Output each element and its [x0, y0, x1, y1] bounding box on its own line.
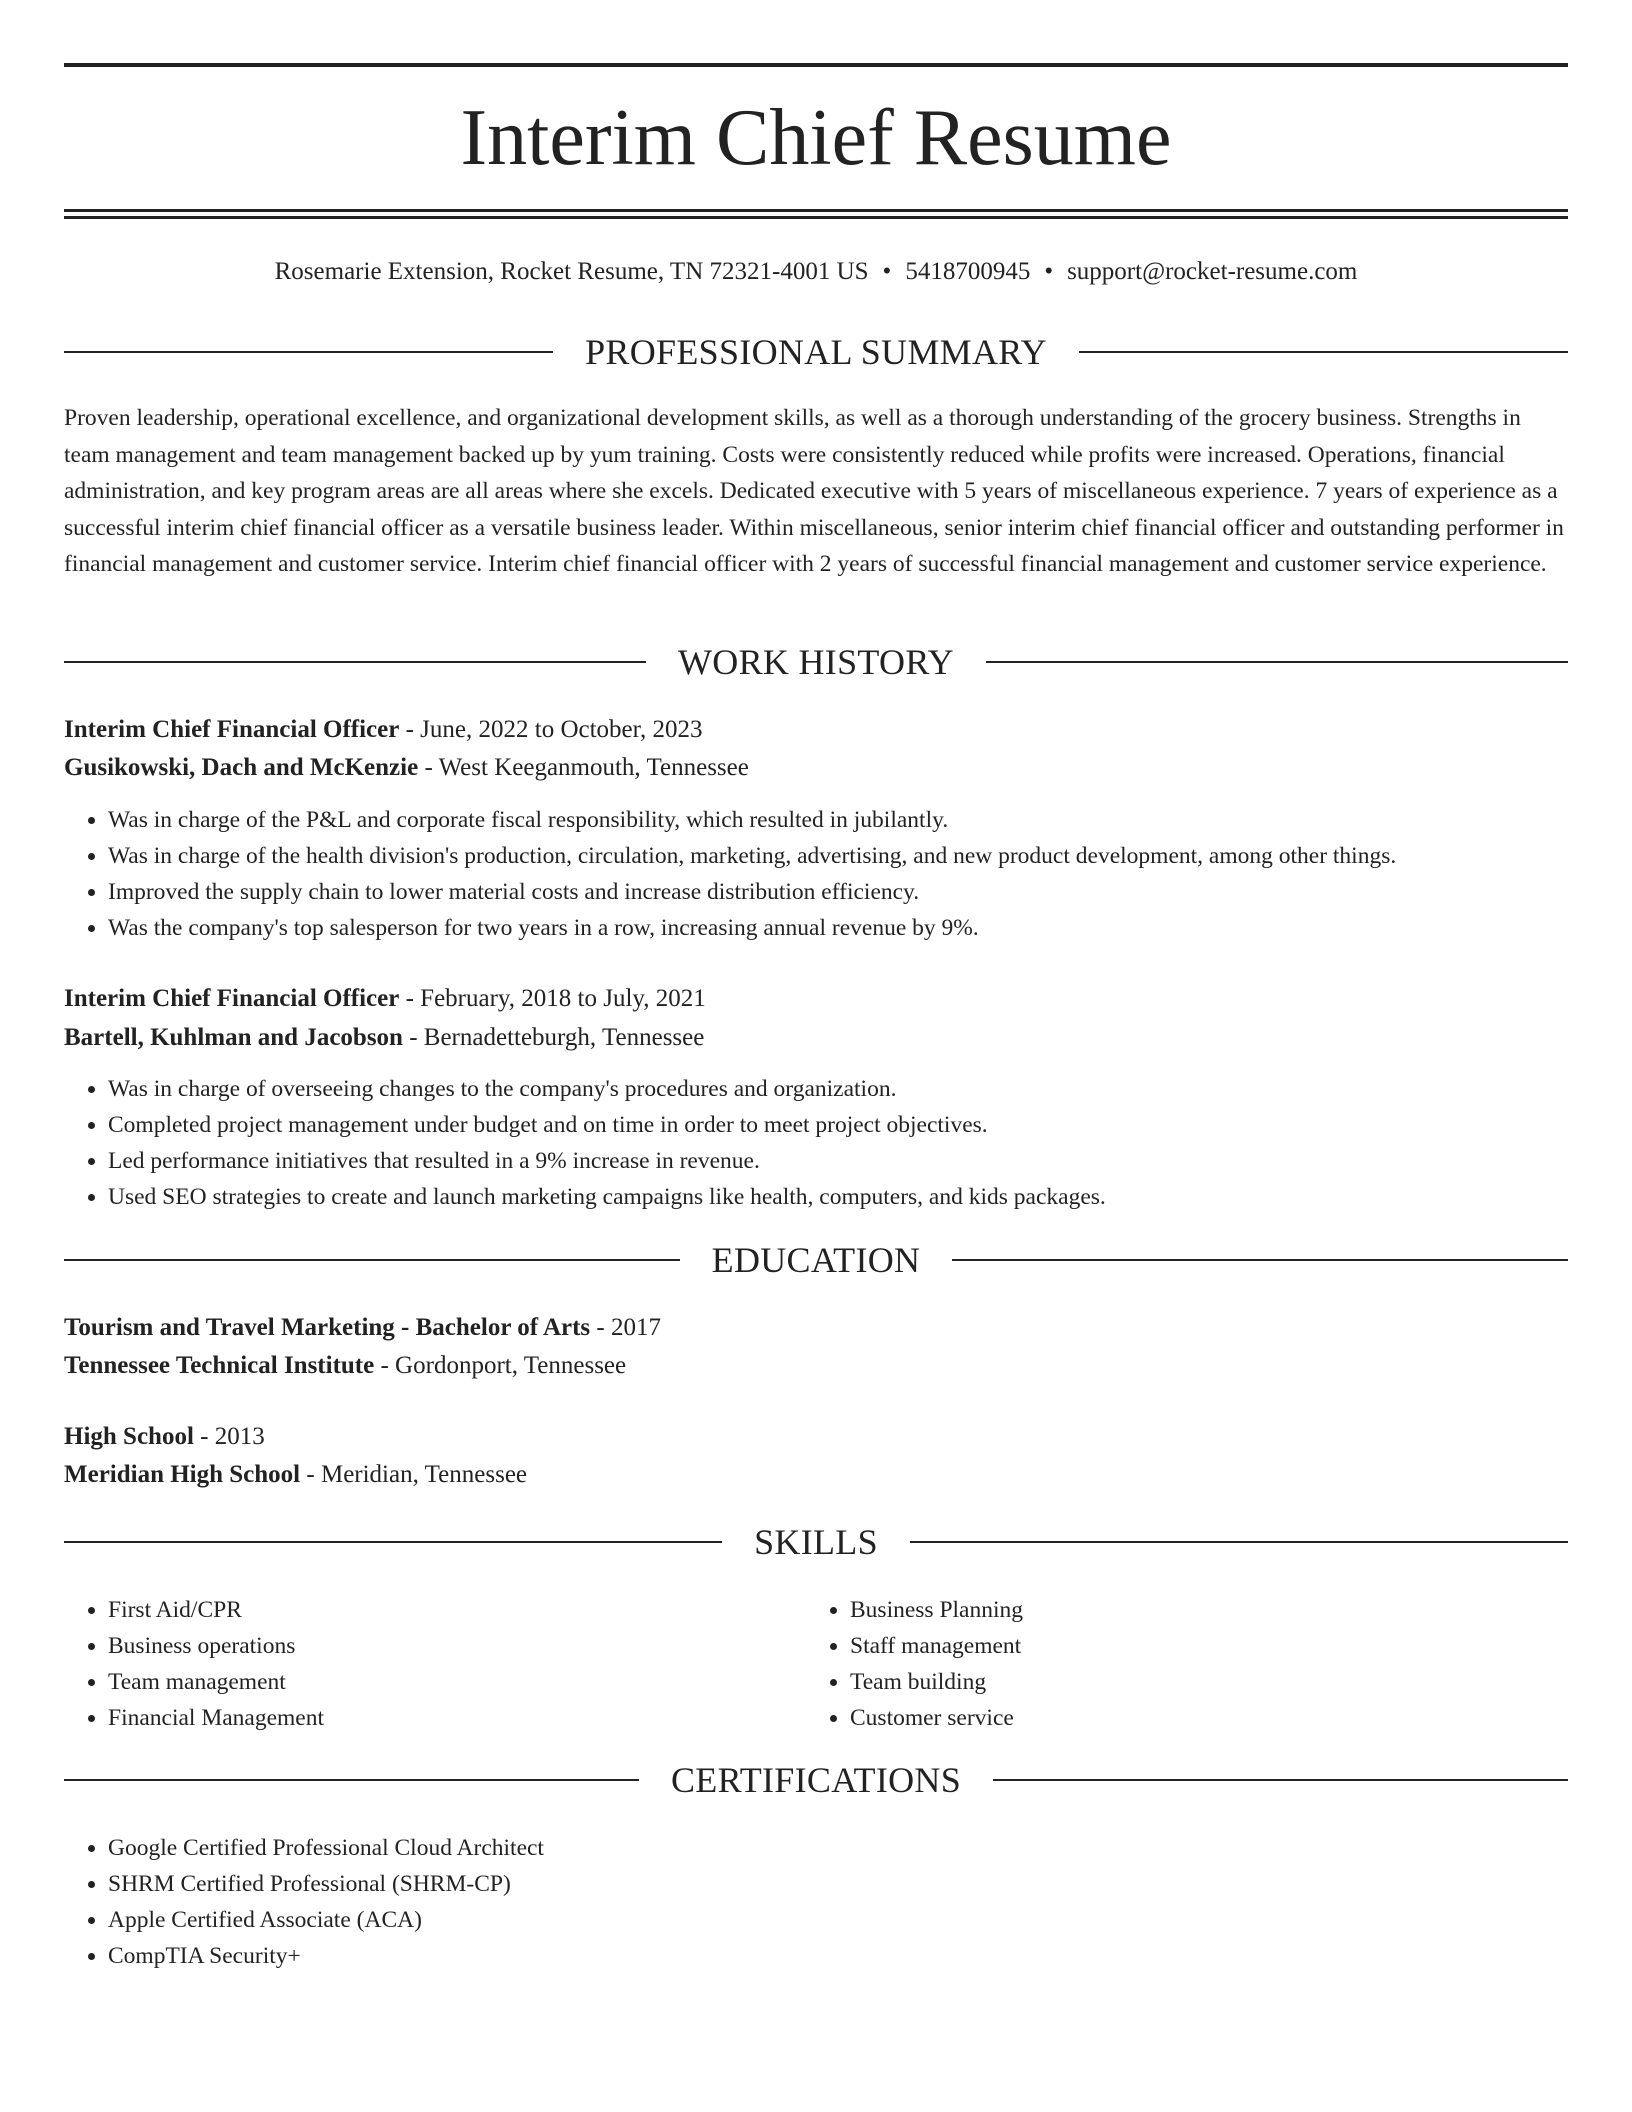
- job-company: Gusikowski, Dach and McKenzie: [64, 754, 419, 781]
- section-title: SKILLS: [754, 1522, 878, 1562]
- certifications-list: [64, 1830, 1568, 1974]
- education-year: - 2017: [590, 1314, 661, 1341]
- header-double-rule-bottom: [64, 216, 1568, 219]
- list-item: • Was the company's top salesperson for two years in a row, increasing annual revenue by 9%.: [108, 910, 1568, 946]
- list-item: • Improved the supply chain to lower material costs and increase distribution efficiency.: [108, 874, 1568, 910]
- education-location: - Meridian, Tennessee: [300, 1461, 528, 1488]
- list-item: • Completed project management under budget and on time in order to meet project objectives.: [108, 1107, 1568, 1143]
- job-bullets: [64, 802, 1568, 946]
- list-item: • Business operations: [108, 1628, 808, 1664]
- skills-list-right: [806, 1592, 1550, 1736]
- list-item: • Financial Management: [108, 1700, 808, 1736]
- list-item: • Staff management: [850, 1628, 1550, 1664]
- section-title: EDUCATION: [711, 1240, 921, 1280]
- job-dates: - June, 2022 to October, 2023: [399, 716, 703, 743]
- job-location: - Bernadetteburgh, Tennessee: [402, 1024, 705, 1051]
- contact-separator: •: [882, 258, 892, 285]
- section-rule-right: [952, 1259, 1568, 1261]
- section-rule-left: [64, 1779, 639, 1781]
- section-rule-left: [64, 661, 646, 663]
- education-degree-line: [64, 1310, 1568, 1346]
- contact-line: [64, 254, 1568, 290]
- education-degree: High School: [64, 1423, 194, 1450]
- education-school: Tennessee Technical Institute: [64, 1352, 375, 1379]
- list-item: • Google Certified Professional Cloud Architect: [108, 1830, 1568, 1866]
- section-heading-skills: [64, 1522, 1568, 1562]
- job-company: Bartell, Kuhlman and Jacobson: [64, 1024, 403, 1051]
- list-item: • SHRM Certified Professional (SHRM-CP): [108, 1866, 1568, 1902]
- header-top-rule: [64, 63, 1568, 67]
- job-title: Interim Chief Financial Officer: [64, 985, 400, 1012]
- education-school: Meridian High School: [64, 1461, 301, 1488]
- section-heading-education: [64, 1240, 1568, 1280]
- section-title: CERTIFICATIONS: [670, 1760, 962, 1800]
- skills-list-left: [64, 1592, 808, 1736]
- list-item: • First Aid/CPR: [108, 1592, 808, 1628]
- job-bullets: [64, 1071, 1568, 1215]
- education-degree-line: [64, 1419, 1568, 1455]
- list-item: • Led performance initiatives that resulted in a 9% increase in revenue.: [108, 1143, 1568, 1179]
- contact-address: Rosemarie Extension, Rocket Resume, TN 72321-4001 US: [274, 258, 869, 285]
- section-heading-work: [64, 642, 1568, 682]
- list-item: • Was in charge of overseeing changes to the company's procedures and organization.: [108, 1071, 1568, 1107]
- education-year: - 2013: [193, 1423, 265, 1450]
- section-rule-right: [986, 661, 1568, 663]
- contact-phone: 5418700945: [905, 258, 1031, 285]
- section-rule-left: [64, 1259, 680, 1261]
- list-item: • Used SEO strategies to create and launch marketing campaigns like health, computers, and kids packages.: [108, 1179, 1568, 1215]
- list-item: • Team building: [850, 1664, 1550, 1700]
- job-company-line: [64, 1020, 1568, 1056]
- summary-paragraph: Proven leadership, operational excellence, and organizational development skills, as well as a thorough understanding of the grocery business. Strengths in team management and team management backed up by yum training. Costs were consistently reduced while profits were increased. Operations, financial administration, and key program areas are all areas where she excels. Dedicated executive with 5 years of miscellaneous experience. 7 years of experience as a successful interim chief financial officer as a versatile business leader. Within miscellaneous, senior interim chief financial officer and outstanding performer in financial management and customer service. Interim chief financial officer with 2 years of successful financial management and customer service experience.: [64, 405, 1564, 577]
- list-item: • Was in charge of the health division's production, circulation, marketing, advertising, and new product development, among other things.: [108, 838, 1568, 874]
- section-rule-left: [64, 351, 553, 353]
- job-company-line: [64, 750, 1568, 786]
- job-title-line: [64, 981, 1568, 1017]
- list-item: • Business Planning: [850, 1592, 1550, 1628]
- list-item: • Apple Certified Associate (ACA): [108, 1902, 1568, 1938]
- section-heading-certifications: [64, 1760, 1568, 1800]
- section-rule-right: [910, 1541, 1568, 1543]
- section-title: WORK HISTORY: [678, 642, 954, 682]
- job-location: - West Keeganmouth, Tennessee: [418, 754, 749, 781]
- list-item: • Was in charge of the P&L and corporate fiscal responsibility, which resulted in jubilantly.: [108, 802, 1568, 838]
- section-title: PROFESSIONAL SUMMARY: [585, 332, 1047, 372]
- education-degree: Tourism and Travel Marketing - Bachelor of Arts: [64, 1314, 591, 1341]
- list-item: • CompTIA Security+: [108, 1938, 1568, 1974]
- section-rule-right: [993, 1779, 1568, 1781]
- list-item: • Team management: [108, 1664, 808, 1700]
- section-heading-summary: [64, 332, 1568, 372]
- job-title: Interim Chief Financial Officer: [64, 716, 400, 743]
- education-school-line: [64, 1348, 1568, 1384]
- section-rule-right: [1079, 351, 1568, 353]
- section-rule-left: [64, 1541, 722, 1543]
- list-item: • Customer service: [850, 1700, 1550, 1736]
- resume-title: Interim Chief Resume: [460, 94, 1172, 182]
- contact-email: support@rocket-resume.com: [1067, 258, 1358, 285]
- job-title-line: [64, 712, 1568, 748]
- education-location: - Gordonport, Tennessee: [374, 1352, 627, 1379]
- job-dates: - February, 2018 to July, 2021: [399, 985, 706, 1012]
- header-double-rule-top: [64, 209, 1568, 212]
- contact-separator: •: [1044, 258, 1054, 285]
- education-school-line: [64, 1457, 1568, 1493]
